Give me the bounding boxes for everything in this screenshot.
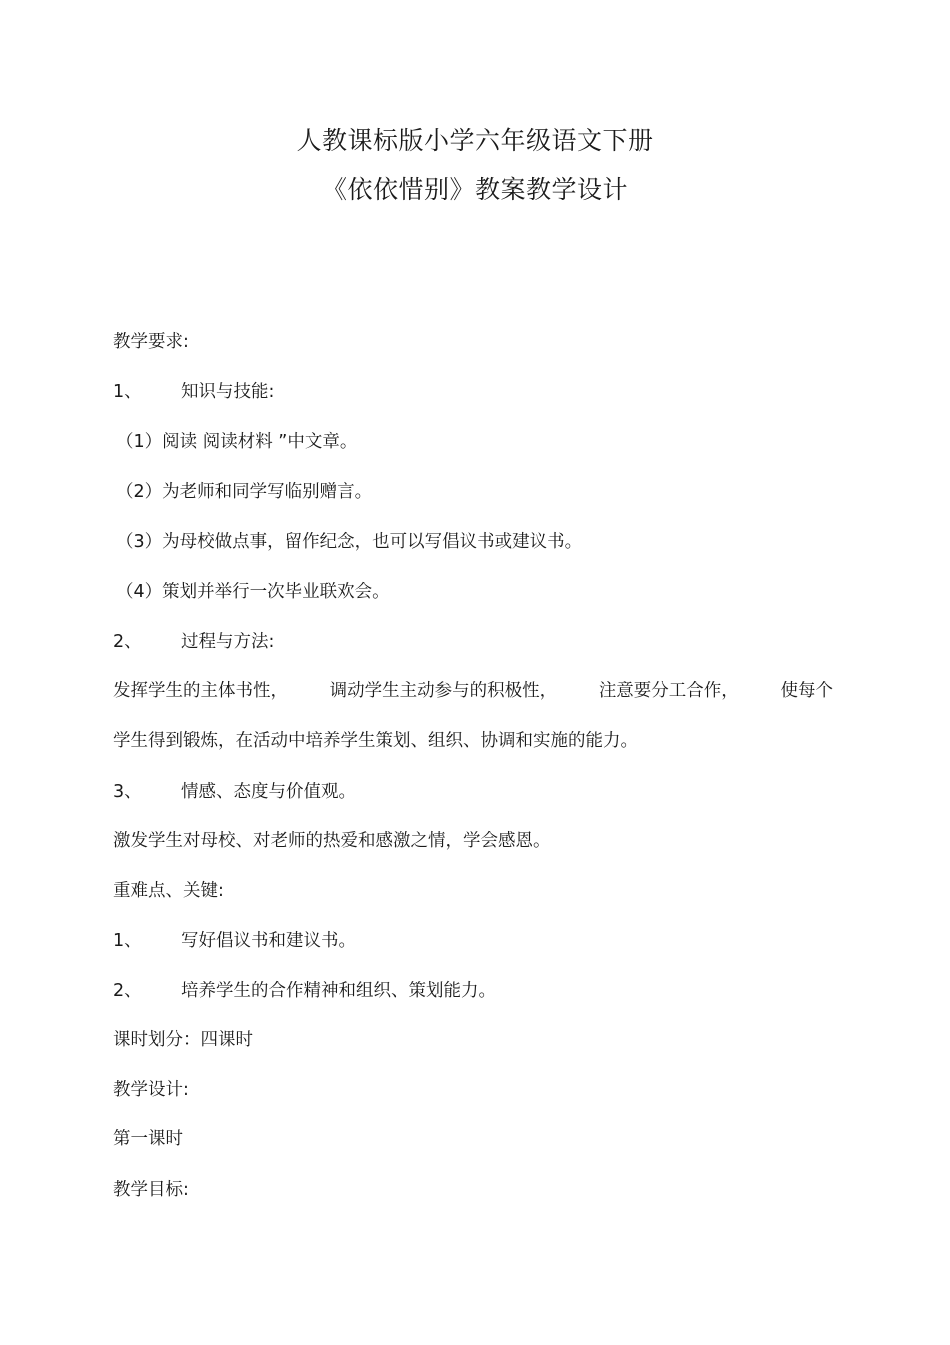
list-item: （2）为老师和同学写临别赠言。 bbox=[116, 482, 373, 502]
section-2-title: 过程与方法: bbox=[181, 632, 275, 652]
key-points-heading: 重难点、关键: bbox=[113, 881, 224, 901]
section-3-title: 情感、态度与价值观。 bbox=[181, 782, 356, 802]
paragraph-fragment: 注意要分工合作， bbox=[598, 681, 739, 701]
section-2-number: 2、 bbox=[113, 632, 142, 652]
requirements-heading: 教学要求: bbox=[113, 332, 189, 352]
lesson-hours: 课时划分：四课时 bbox=[113, 1030, 253, 1050]
key-point-1-text: 写好倡议书和建议书。 bbox=[181, 931, 356, 951]
document-title-line2: 《依依惜别》教案教学设计 bbox=[321, 175, 628, 204]
section-2-paragraph-line1 bbox=[113, 679, 833, 703]
teaching-objectives-heading: 教学目标: bbox=[113, 1180, 189, 1200]
teaching-design-heading: 教学设计: bbox=[113, 1080, 189, 1100]
key-point-1 bbox=[113, 929, 356, 953]
key-point-1-number: 1、 bbox=[113, 931, 142, 951]
section-1-heading bbox=[113, 380, 274, 404]
list-item: （3）为母校做点事，留作纪念，也可以写倡议书或建议书。 bbox=[116, 532, 583, 552]
paragraph-fragment: 使每个 bbox=[780, 681, 833, 701]
paragraph-fragment: 发挥学生的主体书性， bbox=[113, 681, 288, 701]
section-3-heading bbox=[113, 780, 356, 804]
key-point-2 bbox=[113, 979, 496, 1003]
section-1-number: 1、 bbox=[113, 382, 142, 402]
list-item: （1）阅读 阅读材料 ”中文章。 bbox=[116, 432, 358, 452]
paragraph-fragment: 调动学生主动参与的积极性， bbox=[329, 681, 558, 701]
section-2-paragraph-line2: 学生得到锻炼，在活动中培养学生策划、组织、协调和实施的能力。 bbox=[113, 731, 638, 751]
list-item: （4）策划并举行一次毕业联欢会。 bbox=[116, 582, 390, 602]
section-3-number: 3、 bbox=[113, 782, 142, 802]
key-point-2-number: 2、 bbox=[113, 981, 142, 1001]
section-3-paragraph: 激发学生对母校、对老师的热爱和感激之情，学会感恩。 bbox=[113, 831, 551, 851]
section-2-heading bbox=[113, 630, 274, 654]
key-point-2-text: 培养学生的合作精神和组织、策划能力。 bbox=[181, 981, 496, 1001]
document-title-line1: 人教课标版小学六年级语文下册 bbox=[296, 126, 654, 155]
first-lesson-heading: 第一课时 bbox=[113, 1129, 183, 1149]
section-1-title: 知识与技能: bbox=[181, 382, 275, 402]
